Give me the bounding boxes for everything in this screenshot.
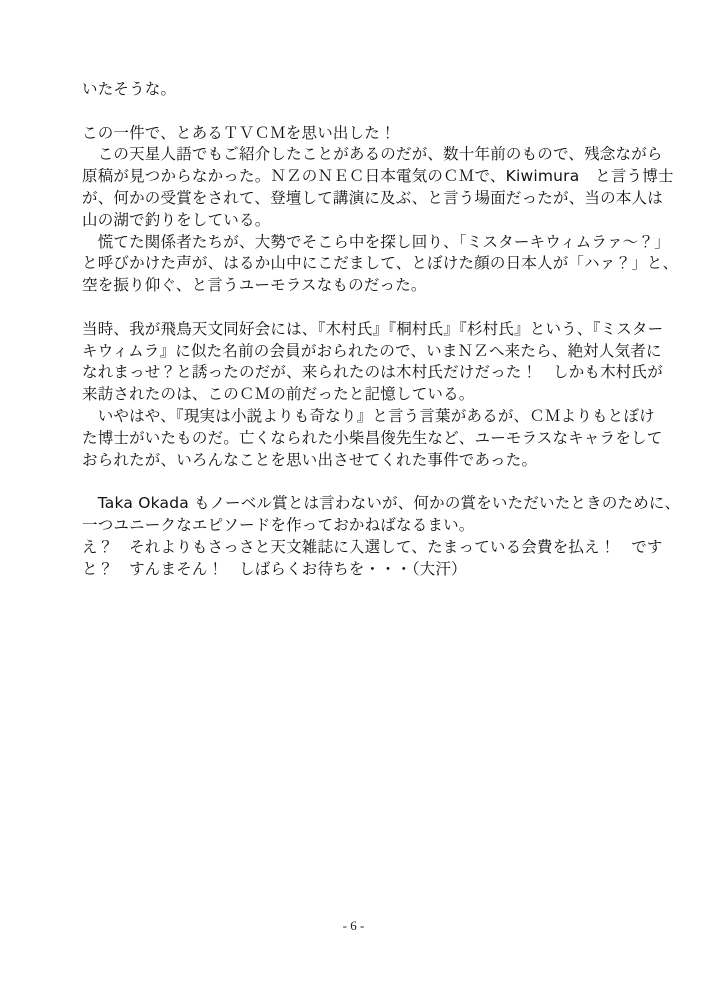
text-line [82,471,648,493]
body-text [82,79,681,580]
text-line: が、何かの受賞をされて、登壇して講演に及ぶ、と言う場面だったが、当の本人は [82,188,663,207]
text-line: いたそうな。 [82,80,177,98]
text-line: 来訪されたのは、このＣＭの前だったと記憶している。 [82,385,475,404]
text-line: と？ すんまそん！ しばらくお待ちを・・・（大汗） [82,559,467,578]
text-line: Taka Okada もノーベル賞とは言わないが、何かの賞をいただいたときのために、 [82,494,681,513]
text-line: た博士がいたものだ。亡くなられた小柴昌俊先生など、ユーモラスなキャラをして [82,428,663,447]
text-line: いやはや、『現実は小説よりも奇なり』と言う言葉があるが、ＣＭよりもとぼけ [82,406,655,425]
text-line [82,297,648,319]
text-line: この一件で、とあるＴＶＣＭを思い出した！ [82,123,396,142]
text-line: おられたが、いろんなことを思い出させてくれた事件であった。 [82,450,538,469]
text-line: 空を振り仰ぐ、と言うユーモラスなものだった。 [82,276,427,295]
text-line: 当時、我が飛鳥天文同好会には、『木村氏』『桐村氏』『杉村氏』という、『ミスター [82,319,664,338]
text-line: なれまっせ？と誘ったのだが、来られたのは木村氏だけだった！ しかも木村氏が [82,363,663,382]
text-line: この天星人語でもご紹介したことがあるのだが、数十年前のもので、残念ながら [82,145,663,164]
text-line: 山の湖で釣りをしている。 [82,210,271,229]
page-number: - 6 - [342,918,365,933]
text-line [82,101,648,123]
text-line: 原稿が見つからなかった。ＮＺのＮＥＣ日本電気のＣＭで、Kiwimura と言う博士 [82,167,674,186]
text-line: え？ それよりもさっさと天文雑誌に入選して、たまっている会費を払え！ です [82,537,663,556]
text-line: キウィムラ』に似た名前の会員がおられたので、いまＮＺへ来たら、絶対人気者に [82,341,662,360]
text-line: と呼びかけた声が、はるか山中にこだまして、とぼけた顔の日本人が「ハァ？」と、 [82,254,679,273]
text-line: 慌てた関係者たちが、大勢でそこら中を探し回り、「ミスターキウィムラァ～？」 [82,232,670,251]
text-line: 一つユニークなエピソードを作っておかねばなるまい。 [82,515,475,534]
